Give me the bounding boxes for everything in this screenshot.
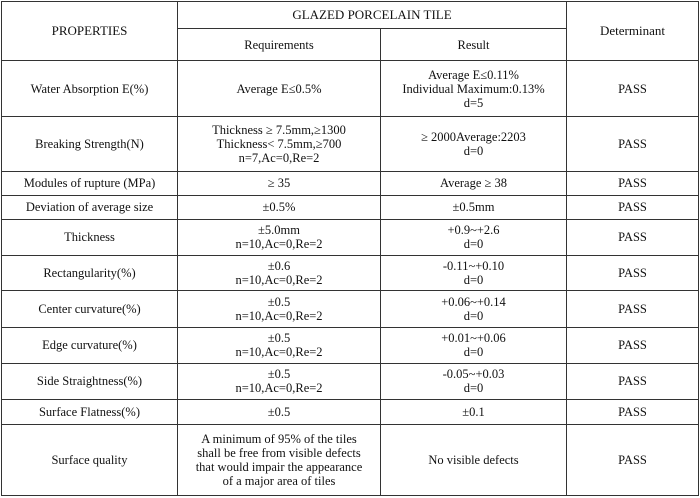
table-row bbox=[2, 219, 699, 255]
property-cell: Breaking Strength(N) bbox=[2, 116, 178, 171]
table-row bbox=[2, 363, 699, 399]
property-cell: Water Absorption E(%) bbox=[2, 61, 178, 116]
requirement-cell: ±0.5 n=10,Ac=0,Re=2 bbox=[178, 363, 381, 399]
determinant-cell: PASS bbox=[567, 363, 699, 399]
result-cell: No visible defects bbox=[381, 425, 567, 496]
property-cell: Center curvature(%) bbox=[2, 291, 178, 327]
table-row bbox=[2, 256, 699, 291]
properties-header: PROPERTIES bbox=[2, 2, 178, 61]
result-cell: Average E≤0.11% Individual Maximum:0.13% d=5 bbox=[381, 61, 567, 116]
property-cell: Surface Flatness(%) bbox=[2, 400, 178, 425]
requirement-cell: A minimum of 95% of the tiles shall be free from visible defects that would impair the appearance of a major area of tiles bbox=[178, 425, 381, 496]
property-cell: Thickness bbox=[2, 219, 178, 255]
requirement-cell: ±0.5 n=10,Ac=0,Re=2 bbox=[178, 327, 381, 363]
property-cell: Surface quality bbox=[2, 425, 178, 496]
determinant-cell: PASS bbox=[567, 219, 699, 255]
determinant-cell: PASS bbox=[567, 116, 699, 171]
table-row bbox=[2, 61, 699, 116]
result-header: Result bbox=[381, 29, 567, 61]
requirement-cell: ±0.6 n=10,Ac=0,Re=2 bbox=[178, 256, 381, 291]
property-cell: Modules of rupture (MPa) bbox=[2, 172, 178, 195]
determinant-cell: PASS bbox=[567, 400, 699, 425]
determinant-cell: PASS bbox=[567, 256, 699, 291]
table-row bbox=[2, 400, 699, 425]
table-row bbox=[2, 327, 699, 363]
requirement-cell: Average E≤0.5% bbox=[178, 61, 381, 116]
requirement-cell: ±0.5% bbox=[178, 195, 381, 219]
property-cell: Rectangularity(%) bbox=[2, 256, 178, 291]
requirements-header: Requirements bbox=[178, 29, 381, 61]
determinant-cell: PASS bbox=[567, 61, 699, 116]
property-cell: Side Straightness(%) bbox=[2, 363, 178, 399]
requirement-cell: Thickness ≥ 7.5mm,≥1300 Thickness< 7.5mm,≥700 n=7,Ac=0,Re=2 bbox=[178, 116, 381, 171]
table-row bbox=[2, 172, 699, 195]
requirement-cell: ±5.0mm n=10,Ac=0,Re=2 bbox=[178, 219, 381, 255]
requirement-cell: ≥ 35 bbox=[178, 172, 381, 195]
determinant-cell: PASS bbox=[567, 195, 699, 219]
table-row bbox=[2, 425, 699, 496]
property-cell: Deviation of average size bbox=[2, 195, 178, 219]
table-row bbox=[2, 195, 699, 219]
result-cell: -0.11~+0.10 d=0 bbox=[381, 256, 567, 291]
table-row bbox=[2, 291, 699, 327]
table-row bbox=[2, 116, 699, 171]
result-cell: ±0.1 bbox=[381, 400, 567, 425]
result-cell: -0.05~+0.03 d=0 bbox=[381, 363, 567, 399]
requirement-cell: ±0.5 bbox=[178, 400, 381, 425]
result-cell: +0.01~+0.06 d=0 bbox=[381, 327, 567, 363]
determinant-cell: PASS bbox=[567, 291, 699, 327]
product-header: GLAZED PORCELAIN TILE bbox=[178, 2, 567, 29]
test-results-table bbox=[1, 1, 699, 496]
result-cell: Average ≥ 38 bbox=[381, 172, 567, 195]
requirement-cell: ±0.5 n=10,Ac=0,Re=2 bbox=[178, 291, 381, 327]
determinant-cell: PASS bbox=[567, 327, 699, 363]
result-cell: ±0.5mm bbox=[381, 195, 567, 219]
determinant-cell: PASS bbox=[567, 172, 699, 195]
result-cell: +0.06~+0.14 d=0 bbox=[381, 291, 567, 327]
determinant-header: Determinant bbox=[567, 2, 699, 61]
result-cell: ≥ 2000Average:2203 d=0 bbox=[381, 116, 567, 171]
determinant-cell: PASS bbox=[567, 425, 699, 496]
result-cell: +0.9~+2.6 d=0 bbox=[381, 219, 567, 255]
property-cell: Edge curvature(%) bbox=[2, 327, 178, 363]
